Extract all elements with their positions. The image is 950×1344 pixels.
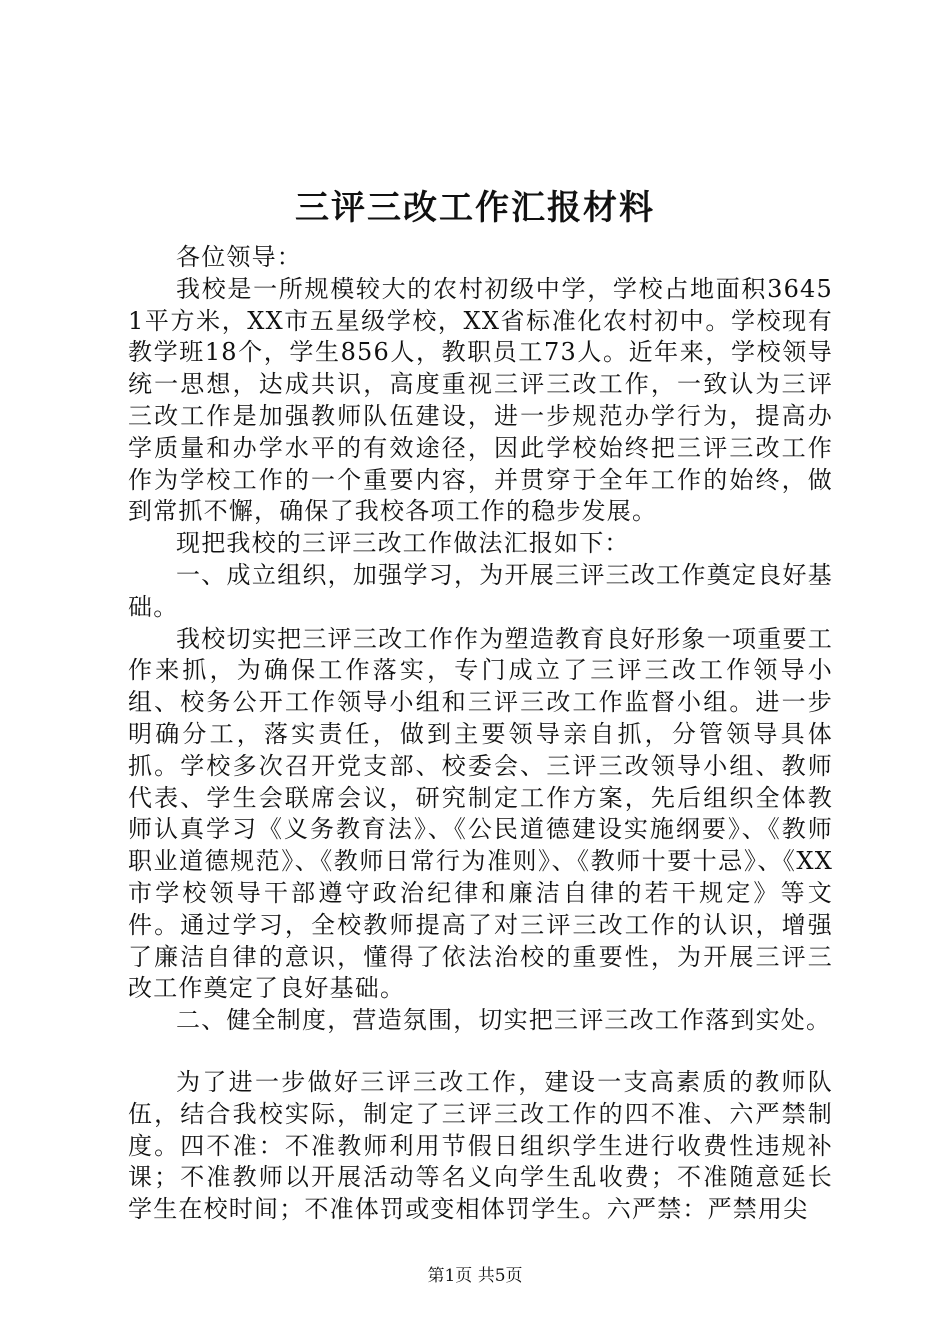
section-heading-1: 一、成立组织，加强学习，为开展三评三改工作奠定良好基础。 [128, 560, 833, 621]
document-title: 三评三改工作汇报材料 [295, 188, 655, 228]
document-body [128, 242, 833, 1226]
section-heading-2: 二、健全制度，营造氛围，切实把三评三改工作落到实处。 [176, 1006, 832, 1035]
paragraph-rules: 为了进一步做好三评三改工作，建设一支高素质的教师队伍，结合我校实际，制定了三评三改工作的四不准、六严禁制度。四不准：不准教师利用节假日组织学生进行收费性违规补课；不准教师以开展活动等名义向学生乱收费；不准随意延长学生在校时间；不准体罚或变相体罚学生。六严禁：严禁用尖 [128, 1067, 833, 1224]
paragraph-report-intro: 现把我校的三评三改工作做法汇报如下： [176, 529, 630, 558]
salutation: 各位领导： [176, 243, 302, 271]
page-footer: 第1页 共5页 [427, 1266, 523, 1286]
paragraph-school-intro: 我校是一所规模较大的农村初级中学，学校占地面积36451平方米，XX市五星级学校，XX省标准化农村初中。学校现有教学班18个，学生856人，教职员工73人。近年来，学校领导统一思想，达成共识，高度重视三评三改工作，一致认为三评三改工作是加强教师队伍建设，进一步规范办学行为，提高办学质量和办学水平的有效途径，因此学校始终把三评三改工作作为学校工作的一个重要内容，并贯穿于全年工作的始终，做到常抓不懈，确保了我校各项工作的稳步发展。 [128, 274, 833, 526]
paragraph-organization: 我校切实把三评三改工作作为塑造教育良好形象一项重要工作来抓，为确保工作落实，专门成立了三评三改工作领导小组、校务公开工作领导小组和三评三改工作监督小组。进一步明确分工，落实责任，做到主要领导亲自抓，分管领导具体抓。学校多次召开党支部、校委会、三评三改领导小组、教师代表、学生会联席会议，研究制定工作方案，先后组织全体教师认真学习《义务教育法》、《公民道德建设实施纲要》、《教师职业道德规范》、《教师日常行为准则》、《教师十要十忌》、《XX市学校领导干部遵守政治纪律和廉洁自律的若干规定》等文件。通过学习，全校教师提高了对三评三改工作的认识，增强了廉洁自律的意识，懂得了依法治校的重要性，为开展三评三改工作奠定了良好基础。 [128, 624, 833, 1003]
